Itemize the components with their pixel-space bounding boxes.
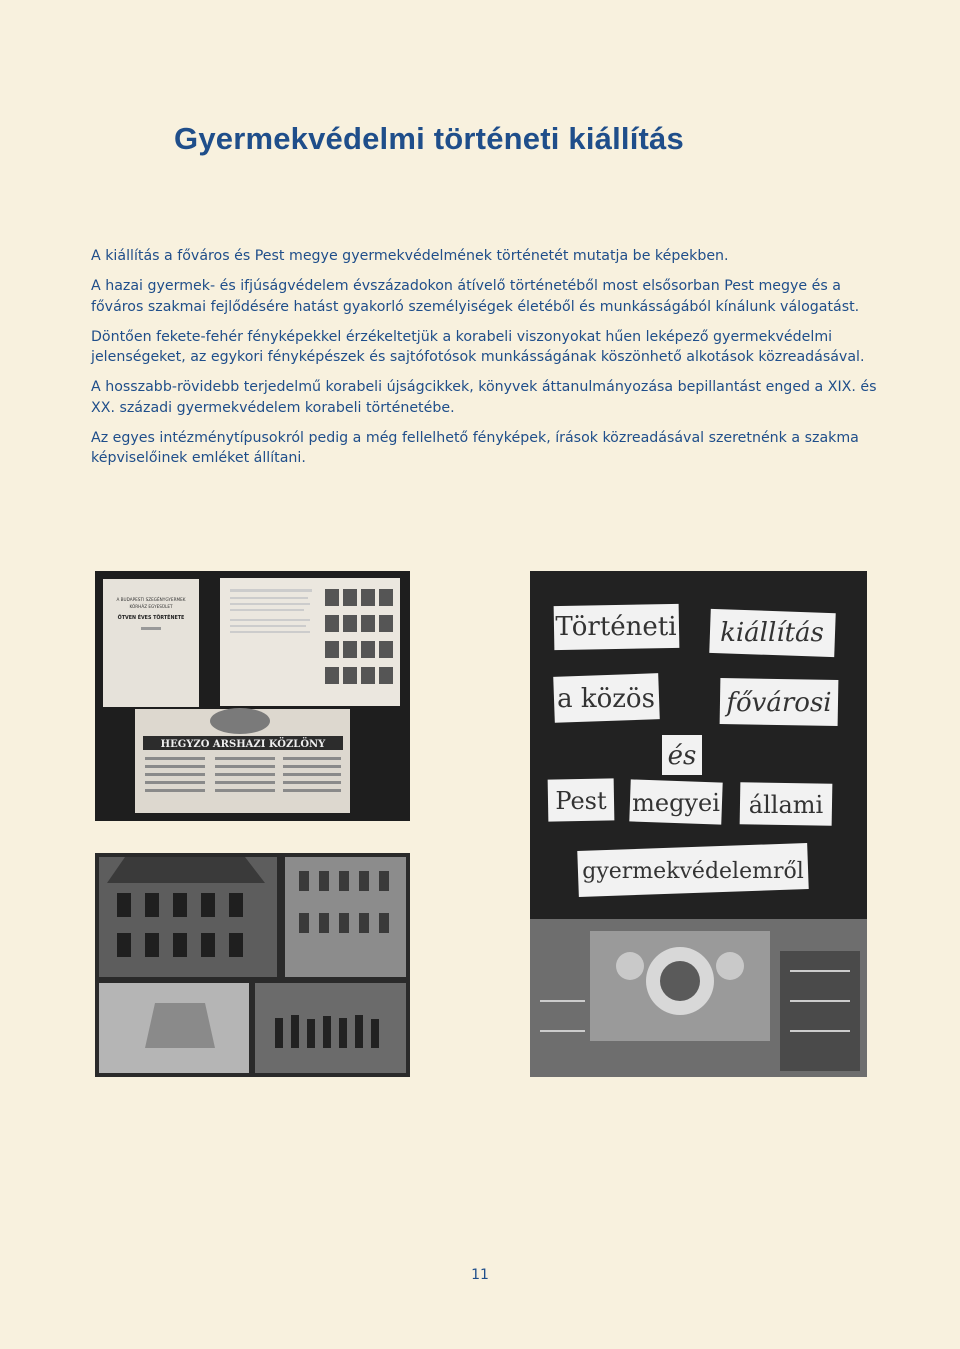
paragraph: A kiállítás a főváros és Pest megye gyermekvédelmének történetét mutatja be képekben. <box>91 248 729 264</box>
title-cards-image <box>530 571 867 1077</box>
title-card-text: megyei <box>632 789 720 817</box>
title-card-text: Pest <box>555 787 607 815</box>
title-card-text: Történeti <box>555 612 677 642</box>
buildings-image <box>95 853 410 1077</box>
title-card-text: állami <box>748 791 824 819</box>
booklet-text-line: ÖTVEN ÉVES TÖRTÉNETE <box>117 616 185 621</box>
title-card-text: kiállítás <box>720 618 824 648</box>
booklet-text-line: A BUDAPESTI SZEGÉNYGYERMEK <box>116 597 186 602</box>
newspaper-masthead: HEGYZO ARSHAZI KÖZLÖNY <box>160 739 326 750</box>
paragraph: Döntően fekete-fehér fényképekkel érzékeltetjük a korabeli viszonyokat hűen leképező gyermekvédelmi jelenségeket, az egykori fényképészek és sajtófotósok munkásságának köszönhető alkotások közreadásával. <box>91 328 865 365</box>
exhibition-title-cards-photo <box>530 571 867 1077</box>
exhibition-board-photo <box>95 571 410 821</box>
title-card-text: gyermekvédelemről <box>582 859 804 884</box>
intro-text <box>91 246 881 478</box>
paragraph: Az egyes intézménytípusokról pedig a még fellelhető fényképek, írások közreadásával szeretnénk a szakma képviselőinek emléket állítani. <box>91 429 859 466</box>
exhibition-board-image <box>95 571 410 821</box>
booklet-text-line: KÓRHÁZ EGYESÜLET <box>129 604 173 609</box>
buildings-photo <box>95 853 410 1077</box>
paragraph: A hazai gyermek- és ifjúságvédelem évszázadokon átívelő történetéből most elsősorban Pest megye és a főváros szakmai fejlődésére hatást gyakorló személyiségek életéből és munkásságából kínálunk válogatást. <box>91 278 860 315</box>
title-card-text: és <box>667 741 697 771</box>
page-number: 11 <box>471 1267 489 1283</box>
title-card-text: a közös <box>557 684 655 714</box>
title-card-text: fővárosi <box>726 688 832 718</box>
page-title: Gyermekvédelmi történeti kiállítás <box>174 121 684 156</box>
paragraph: A hosszabb-rövidebb terjedelmű korabeli újságcikkek, könyvek áttanulmányozása bepillantást enged a XIX. és XX. századi gyermekvédelem korabeli történetébe. <box>91 379 877 416</box>
